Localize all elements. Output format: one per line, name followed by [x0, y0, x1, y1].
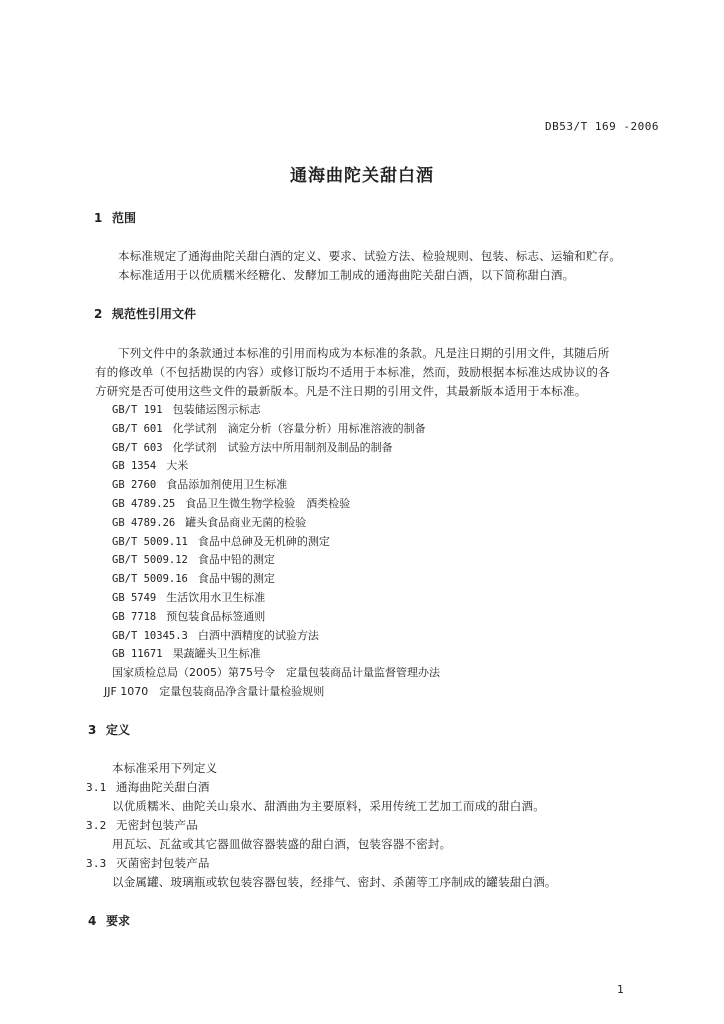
reference-item: GB/T 601 化学试剂 滴定分析（容量分析）用标准溶液的制备: [112, 422, 426, 435]
reference-item: GB/T 5009.16 食品中锡的测定: [112, 572, 275, 585]
section-number: 3: [88, 723, 97, 737]
reference-item: GB 1354 大米: [112, 459, 189, 472]
paragraph: 本标准适用于以优质糯米经糖化、发酵加工制成的通海曲陀关甜白酒，以下简称甜白酒。: [118, 268, 575, 282]
paragraph-line: 有的修改单（不包括勘误的内容）或修订版均不适用于本标准，然而，鼓励根据本标准达成协议的各: [95, 365, 610, 379]
reference-item: GB/T 603 化学试剂 试验方法中所用制剂及制品的制备: [112, 441, 393, 454]
section-2-heading: [94, 305, 196, 322]
reference-item: GB 7718 预包装食品标签通则: [112, 610, 266, 623]
reference-item: GB/T 5009.11 食品中总砷及无机砷的测定: [112, 535, 330, 548]
reference-item: GB 11671 果蔬罐头卫生标准: [112, 647, 261, 660]
definition-term: 3.3 灭菌密封包装产品: [86, 856, 210, 870]
reference-item: GB 2760 食品添加剂使用卫生标准: [112, 478, 288, 491]
definition-text: 以优质糯米、曲陀关山泉水、甜酒曲为主要原料，采用传统工艺加工而成的甜白酒。: [112, 799, 545, 813]
reference-item: GB 5749 生活饮用水卫生标准: [112, 591, 266, 604]
section-3-heading: [88, 721, 130, 738]
reference-item: GB/T 10345.3 白酒中酒精度的试验方法: [112, 629, 319, 642]
paragraph-line: 方研究是否可使用这些文件的最新版本。凡是不注日期的引用文件，其最新版本适用于本标准。: [95, 384, 587, 398]
paragraph: 本标准规定了通海曲陀关甜白酒的定义、要求、试验方法、检验规则、包装、标志、运输和贮存。: [118, 249, 622, 263]
section-number: 2: [94, 307, 103, 321]
definition-text: 用瓦坛、瓦盆或其它器皿做容器装盛的甜白酒，包装容器不密封。: [112, 837, 452, 851]
section-title: 定义: [106, 723, 131, 737]
reference-item: GB/T 191 包装储运图示标志: [112, 403, 261, 416]
reference-item: JJF 1070 定量包装商品净含量计量检验规则: [104, 685, 325, 698]
section-number: 4: [88, 914, 97, 928]
section-title: 规范性引用文件: [112, 307, 197, 321]
document-title: 通海曲陀关甜白酒: [290, 166, 434, 186]
section-title: 范围: [112, 211, 137, 225]
section-4-heading: [88, 912, 130, 929]
definition-term: 3.2 无密封包装产品: [86, 818, 198, 832]
reference-item: GB/T 5009.12 食品中铅的测定: [112, 553, 275, 566]
reference-item: GB 4789.26 罐头食品商业无菌的检验: [112, 516, 307, 529]
reference-item: 国家质检总局（2005）第75号令 定量包装商品计量监督管理办法: [112, 666, 440, 679]
section-title: 要求: [106, 914, 131, 928]
page-number: 1: [617, 983, 624, 996]
reference-item: GB 4789.25 食品卫生微生物学检验 酒类检验: [112, 497, 351, 510]
section-number: 1: [94, 211, 103, 225]
definition-text: 以金属罐、玻璃瓶或软包装容器包装，经排气、密封、杀菌等工序制成的罐装甜白酒。: [112, 875, 557, 889]
document-number: DB53/T 169 -2006: [545, 120, 659, 133]
paragraph-line: 下列文件中的条款通过本标准的引用而构成为本标准的条款。凡是注日期的引用文件，其随后所: [118, 346, 610, 360]
section-1-heading: [94, 209, 136, 226]
paragraph: 本标准采用下列定义: [112, 761, 218, 775]
definition-term: 3.1 通海曲陀关甜白酒: [86, 780, 210, 794]
